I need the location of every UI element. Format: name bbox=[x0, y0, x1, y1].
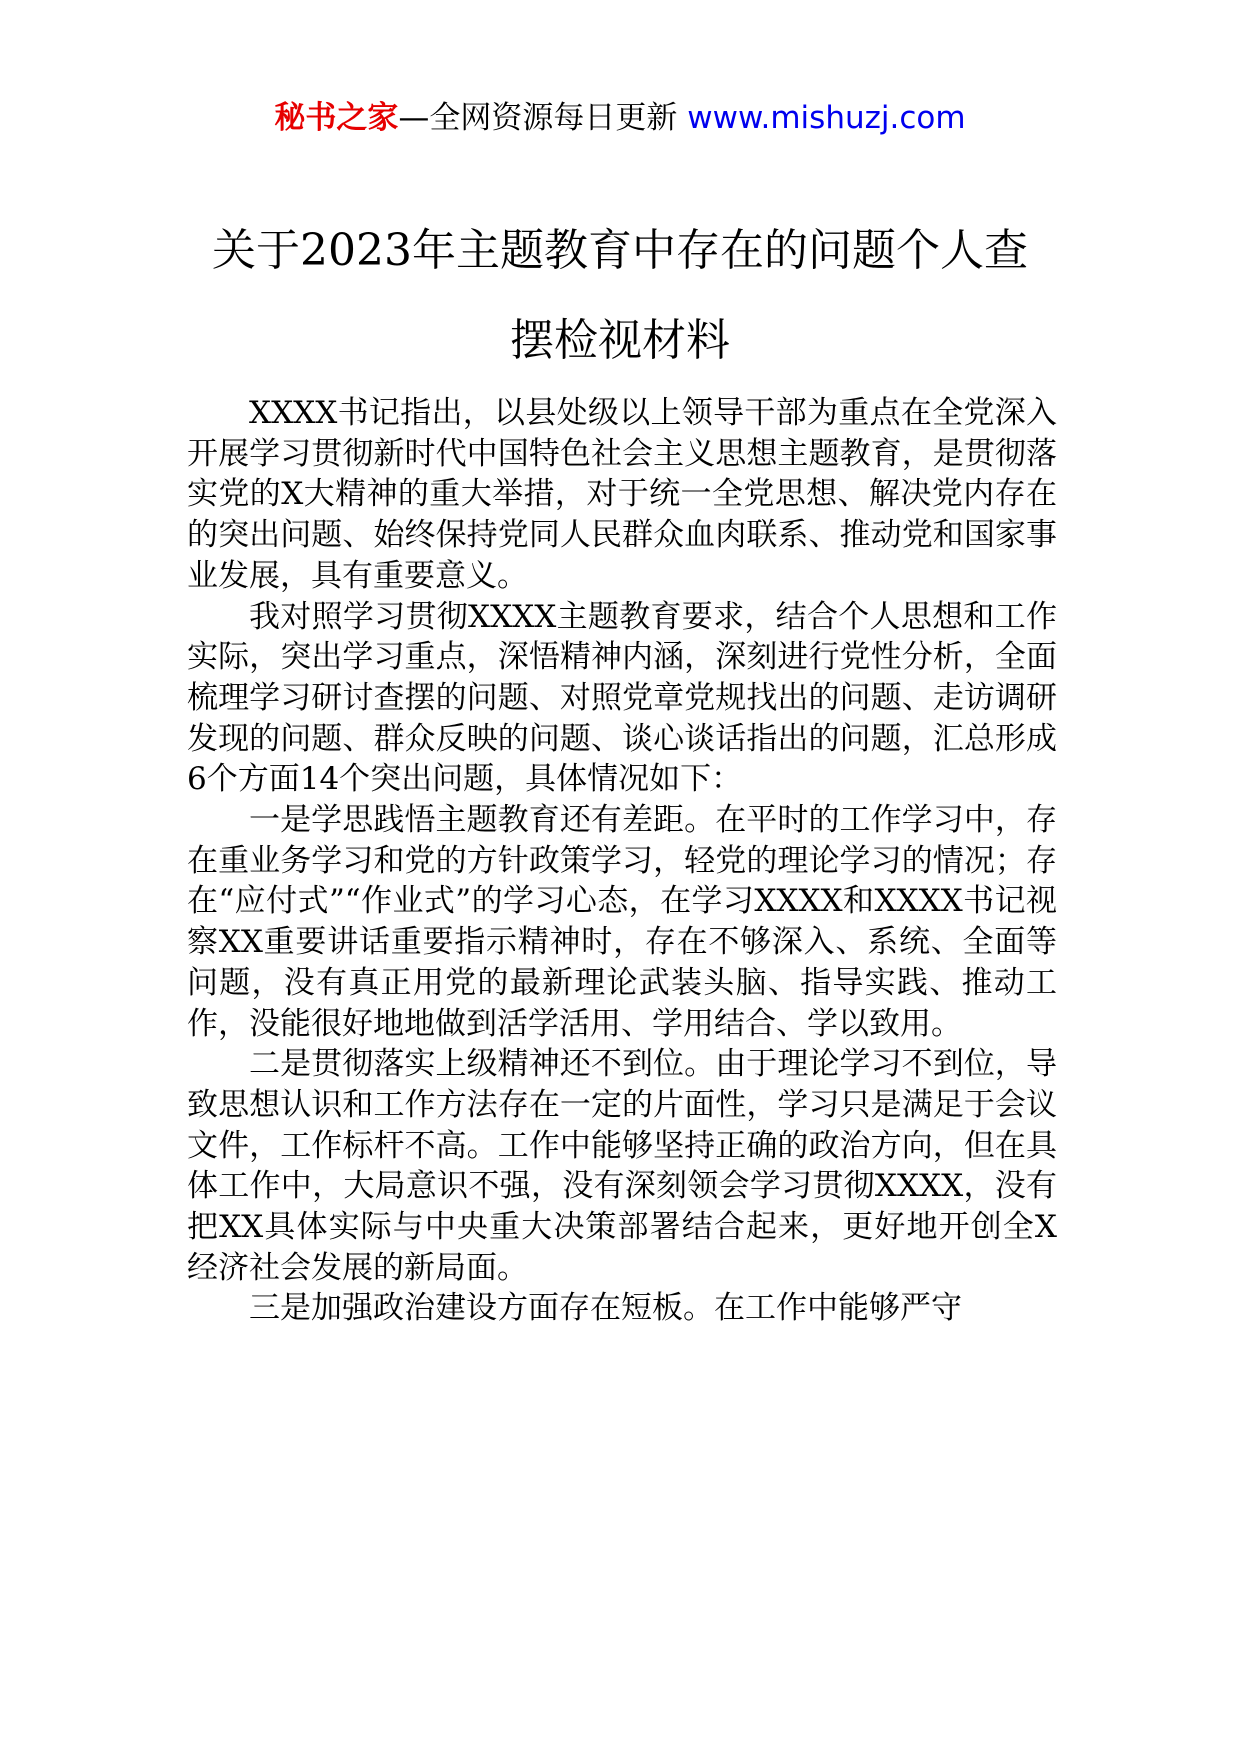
header-slogan: —全网资源每日更新 bbox=[398, 100, 678, 136]
document-body bbox=[187, 393, 1057, 1329]
brand-name: 秘书之家 bbox=[274, 100, 399, 136]
document-title bbox=[170, 206, 1070, 386]
site-url-link[interactable]: www.mishuzj.com bbox=[687, 100, 966, 136]
title-line-2: 摆检视材料 bbox=[510, 315, 730, 366]
body-paragraph: XXXX书记指出，以县处级以上领导干部为重点在全党深入开展学习贯彻新时代中国特色社会主义思想主题教育，是贯彻落实党的X大精神的重大举措，对于统一全党思想、解决党内存在的突出问题、始终保持党同人民群众血肉联系、推动党和国家事业发展，具有重要意义。 bbox=[187, 395, 1057, 594]
site-header bbox=[0, 98, 1240, 138]
body-paragraph: 一是学思践悟主题教育还有差距。在平时的工作学习中，存在重业务学习和党的方针政策学习，轻党的理论学习的情况；存在“应付式”“作业式”的学习心态，在学习XXXX和XXXX书记视察XX重要讲话重要指示精神时，存在不够深入、系统、全面等问题，没有真正用党的最新理论武装头脑、指导实践、推动工作，没能很好地地做到活学活用、学用结合、学以致用。 bbox=[187, 802, 1057, 1042]
body-paragraph: 三是加强政治建设方面存在短板。在工作中能够严守 bbox=[249, 1290, 962, 1327]
body-paragraph: 二是贯彻落实上级精神还不到位。由于理论学习不到位，导致思想认识和工作方法存在一定的片面性，学习只是满足于会议文件，工作标杆不高。工作中能够坚持正确的政治方向，但在具体工作中，大局意识不强，没有深刻领会学习贯彻XXXX，没有把XX具体实际与中央重大决策部署结合起来，更好地开创全X经济社会发展的新局面。 bbox=[187, 1046, 1057, 1286]
body-paragraph: 我对照学习贯彻XXXX主题教育要求，结合个人思想和工作实际，突出学习重点，深悟精神内涵，深刻进行党性分析，全面梳理学习研讨查摆的问题、对照党章党规找出的问题、走访调研发现的问题、群众反映的问题、谈心谈话指出的问题，汇总形成6个方面14个突出问题，具体情况如下： bbox=[187, 598, 1057, 798]
title-line-1: 关于2023年主题教育中存在的问题个人查 bbox=[212, 225, 1028, 276]
